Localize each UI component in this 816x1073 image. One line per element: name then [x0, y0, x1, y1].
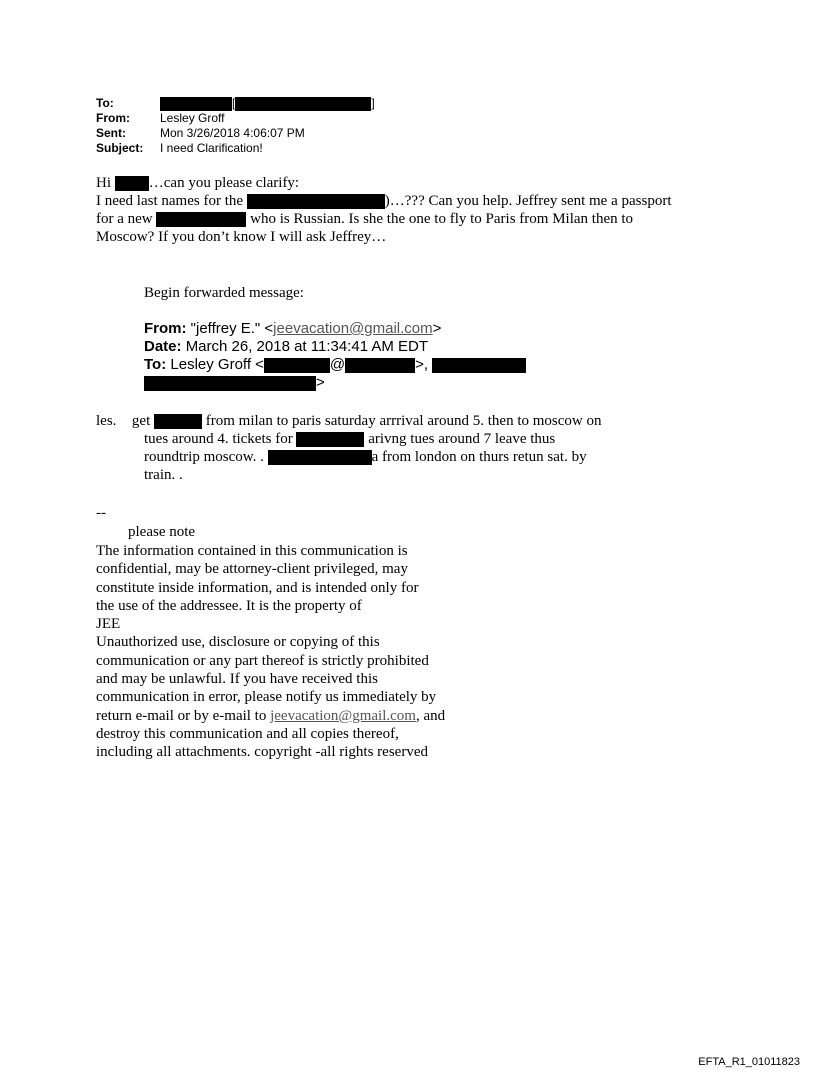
redaction-block — [432, 358, 526, 373]
redaction-block — [296, 432, 364, 447]
redaction-block — [154, 414, 202, 429]
body-line-2: I need last names for the )…??? Can you help. Jeffrey sent me a passport — [96, 193, 672, 209]
signature-disclaimer — [96, 542, 445, 762]
to-label: To: — [96, 96, 114, 110]
from-value: Lesley Groff — [160, 111, 225, 125]
message-line-4: train. . — [144, 467, 183, 483]
redaction-block — [160, 97, 232, 111]
body-line-4: Moscow? If you don’t know I will ask Jeffrey… — [96, 229, 387, 245]
disclaimer-email-link[interactable]: jeevacation@gmail.com — [270, 707, 416, 724]
sent-value: Mon 3/26/2018 4:06:07 PM — [160, 126, 305, 140]
sent-label: Sent: — [96, 126, 126, 140]
signature-note: please note — [128, 524, 196, 540]
from-label: From: — [96, 111, 130, 125]
subject-value: I need Clarification! — [160, 141, 263, 155]
message-line-3: roundtrip moscow. . a from london on thurs retun sat. by — [144, 449, 587, 465]
forward-to: To: Lesley Groff < @ >, — [144, 357, 526, 373]
forward-from-email-link[interactable]: jeevacation@gmail.com — [273, 320, 433, 337]
body-line-3: for a new who is Russian. Is she the one to fly to Paris from Milan then to — [96, 211, 634, 227]
redaction-block — [235, 97, 371, 111]
body-line-1: Hi …can you please clarify: — [96, 175, 300, 191]
redaction-block — [264, 358, 330, 373]
subject-label: Subject: — [96, 141, 144, 155]
disclaimer-line: constitute inside information, and is intended only for — [96, 579, 419, 596]
disclaimer-line: Unauthorized use, disclosure or copying of this — [96, 634, 380, 651]
redaction-block — [115, 176, 149, 191]
disclaimer-line: including all attachments. copyright -all rights reserved — [96, 744, 428, 761]
disclaimer-line: JEE — [96, 616, 121, 633]
redaction-block — [156, 212, 246, 227]
forward-date: Date: March 26, 2018 at 11:34:41 AM EDT — [144, 338, 429, 355]
document-id: EFTA_R1_01011823 — [698, 1056, 800, 1068]
disclaimer-line: and may be unlawful. If you have received this — [96, 671, 378, 688]
redaction-block — [247, 194, 385, 209]
redaction-block — [345, 358, 415, 373]
disclaimer-line: communication or any part thereof is strictly prohibited — [96, 652, 429, 669]
signature-dashes: -- — [96, 505, 106, 521]
message-line-1: les. get from milan to paris saturday arrrival around 5. then to moscow on — [96, 413, 602, 429]
forward-to-cont: > — [144, 375, 325, 391]
to-value: [ ] — [160, 96, 375, 111]
message-line-2: tues around 4. tickets for arivng tues around 7 leave thus — [144, 431, 556, 447]
disclaimer-line: confidential, may be attorney-client privileged, may — [96, 561, 408, 578]
disclaimer-line: The information contained in this communication is — [96, 543, 408, 559]
disclaimer-line: the use of the addressee. It is the property of — [96, 597, 362, 614]
redaction-block — [268, 450, 372, 465]
disclaimer-line: return e-mail or by e-mail to jeevacation@gmail.com, and — [96, 707, 446, 724]
redaction-block — [144, 376, 316, 391]
disclaimer-line: destroy this communication and all copies thereof, — [96, 725, 399, 742]
forward-from: From: "jeffrey E." <jeevacation@gmail.com> — [144, 320, 442, 337]
forward-intro: Begin forwarded message: — [144, 285, 304, 301]
disclaimer-line: communication in error, please notify us immediately by — [96, 689, 437, 706]
